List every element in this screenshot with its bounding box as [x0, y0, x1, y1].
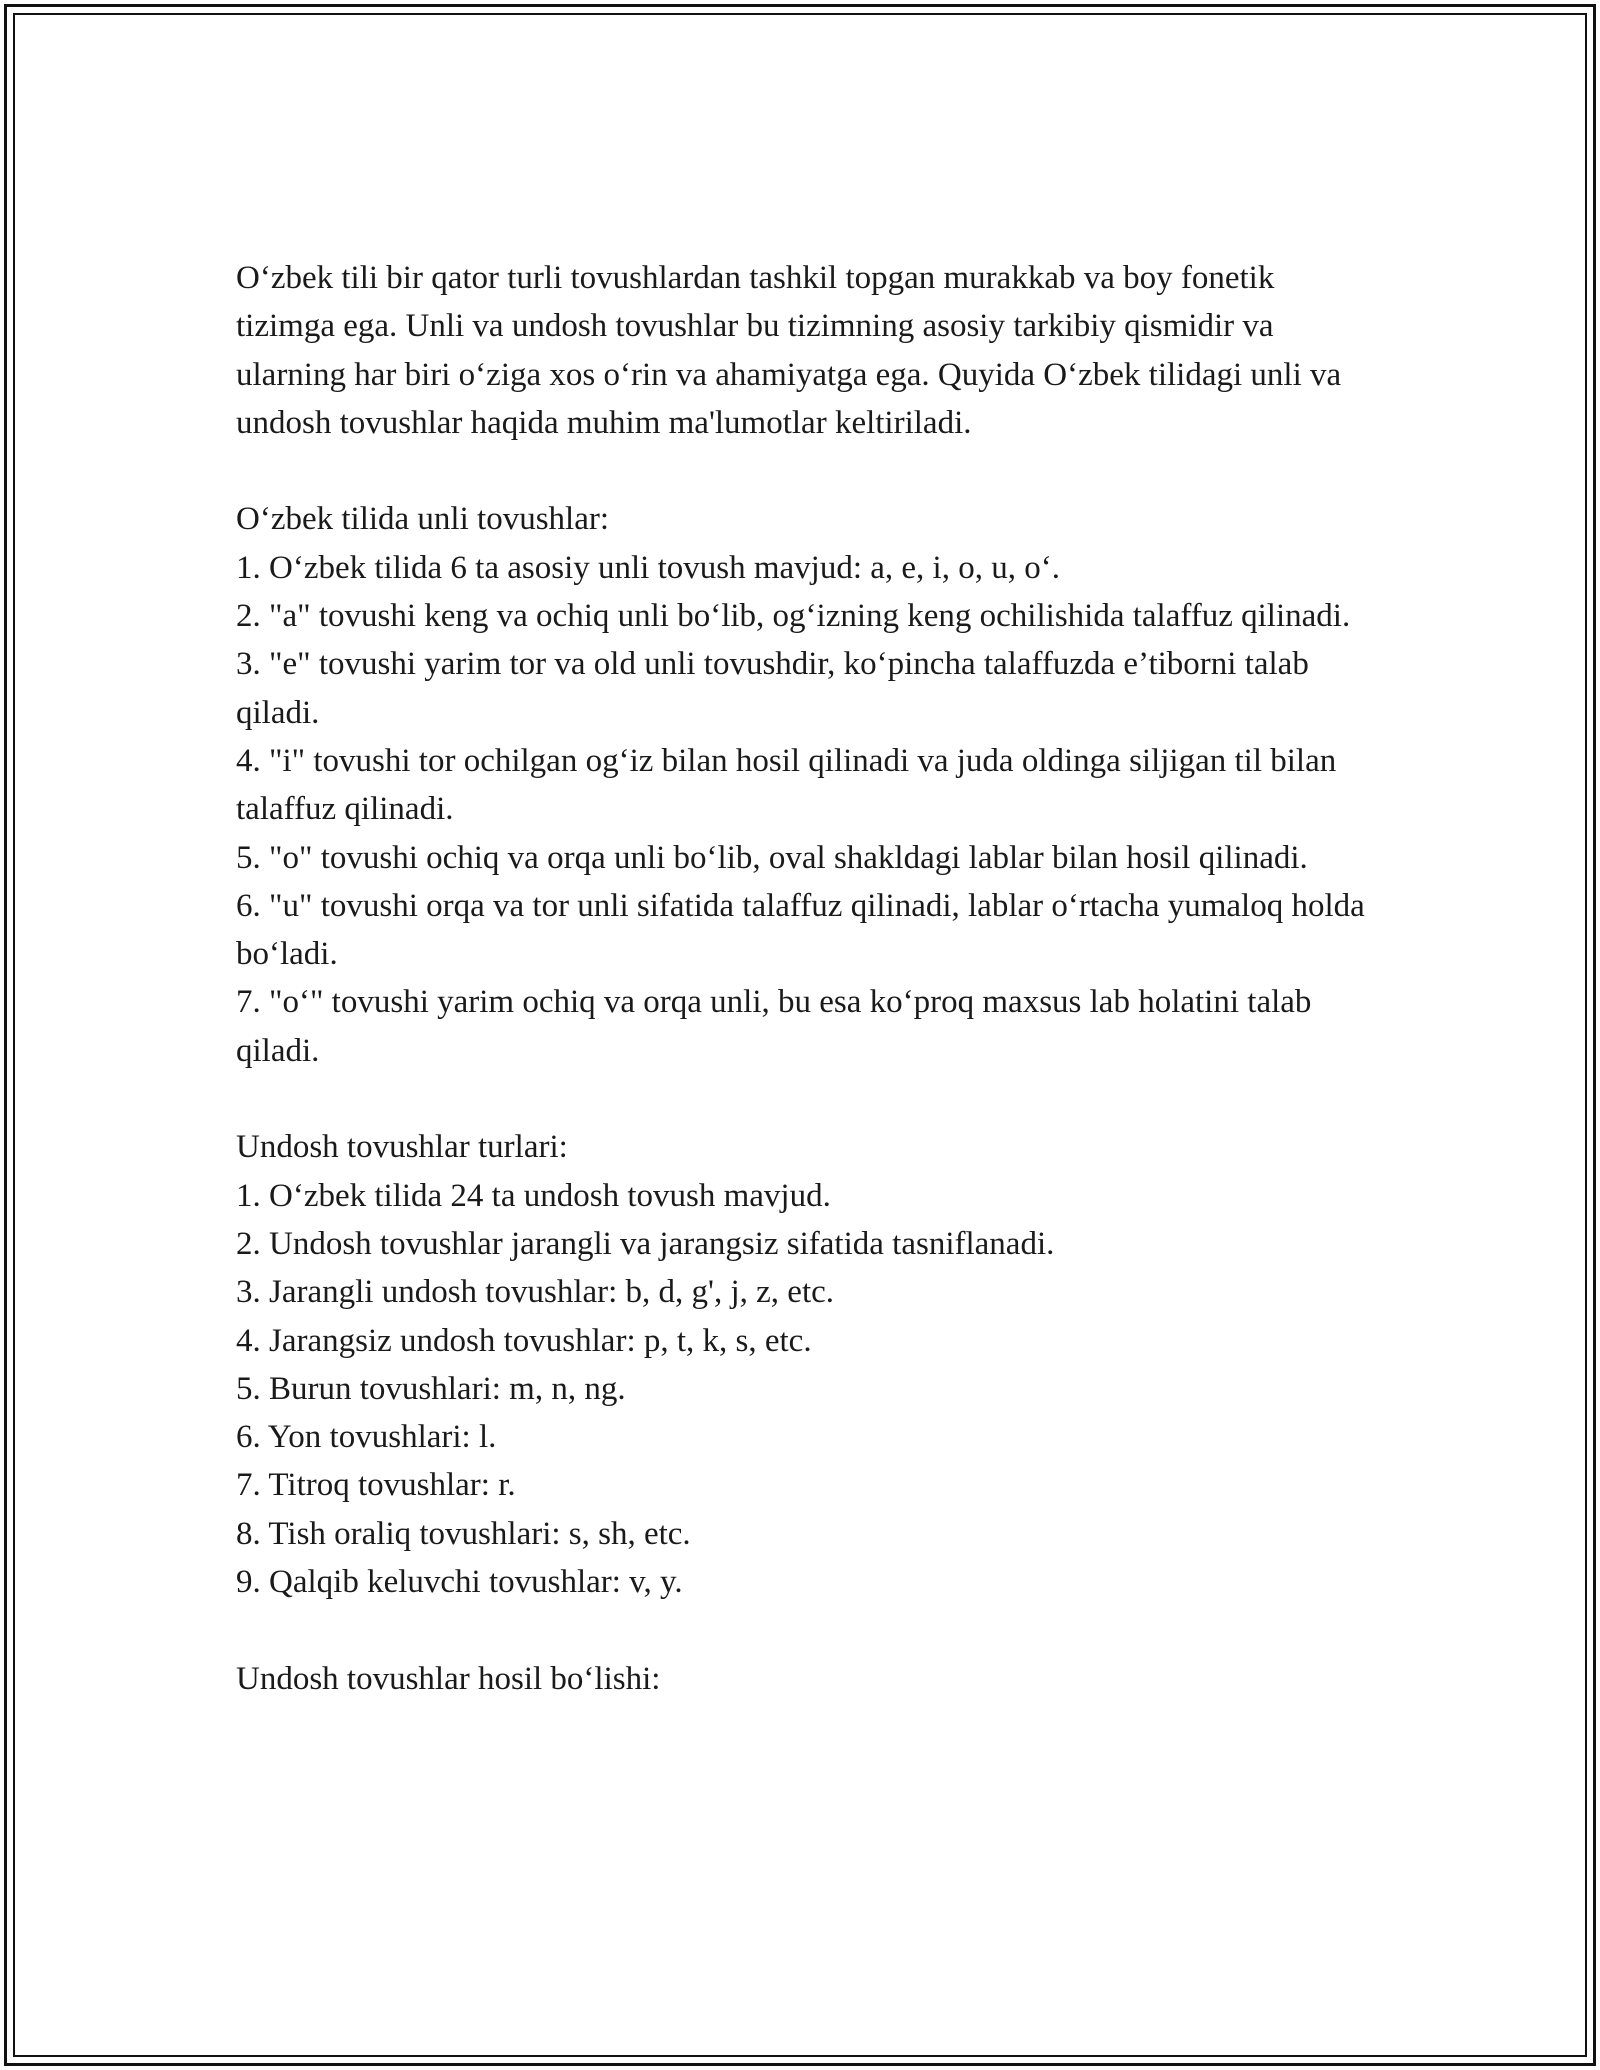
intro-paragraph: O‘zbek tili bir qator turli tovushlardan tashkil topgan murakkab va boy fonetik tizimga ega. Unli va undosh tovushlar bu tizimning asosiy tarkibiy qismidir va ularning har biri o‘ziga xos o‘rin va ahamiyatga ega. Quyida O‘zbek tilidagi unli va undosh tovushlar haqida muhim ma'lumotlar keltiriladi.: [236, 260, 1342, 441]
consonant-item-4: 4. Jarangsiz undosh tovushlar: p, t, k, s, etc.: [236, 1322, 812, 1359]
consonant-item-9: 9. Qalqib keluvchi tovushlar: v, y.: [236, 1564, 683, 1601]
vowel-item-7: 7. "o‘" tovushi yarim ochiq va orqa unli, bu esa ko‘proq maxsus lab holatini talab qiladi.: [236, 984, 1312, 1069]
paragraph-gap: [236, 447, 1366, 495]
consonants-heading: Undosh tovushlar turlari:: [236, 1129, 568, 1166]
vowel-item-5: 5. "o" tovushi ochiq va orqa unli bo‘lib, oval shakldagi lablar bilan hosil qilinadi.: [236, 839, 1308, 876]
formation-heading: Undosh tovushlar hosil bo‘lishi:: [236, 1660, 661, 1697]
consonant-item-8: 8. Tish oraliq tovushlari: s, sh, etc.: [236, 1515, 691, 1552]
consonant-item-2: 2. Undosh tovushlar jarangli va jarangsiz sifatida tasniflanadi.: [236, 1225, 1055, 1262]
consonant-item-7: 7. Titroq tovushlar: r.: [236, 1467, 516, 1504]
consonant-item-5: 5. Burun tovushlari: m, n, ng.: [236, 1370, 626, 1407]
consonant-item-3: 3. Jarangli undosh tovushlar: b, d, g', j, z, etc.: [236, 1274, 835, 1311]
document-body: [236, 254, 1366, 1703]
consonant-item-1: 1. O‘zbek tilida 24 ta undosh tovush mavjud.: [236, 1177, 831, 1214]
consonant-item-6: 6. Yon tovushlari: l.: [236, 1419, 497, 1456]
vowel-item-4: 4. "i" tovushi tor ochilgan og‘iz bilan hosil qilinadi va juda oldinga siljigan til bilan talaffuz qilinadi.: [236, 742, 1337, 828]
vowel-item-2: 2. "a" tovushi keng va ochiq unli bo‘lib, og‘izning keng ochilishida talaffuz qilinadi.: [236, 598, 1351, 635]
vowel-item-1: 1. O‘zbek tilida 6 ta asosiy unli tovush mavjud: a, e, i, o, u, o‘.: [236, 549, 1060, 586]
paragraph-gap: [236, 1075, 1366, 1123]
vowel-item-6: 6. "u" tovushi orqa va tor unli sifatida talaffuz qilinadi, lablar o‘rtacha yumaloq holda bo‘ladi.: [236, 887, 1365, 973]
paragraph-gap: [236, 1606, 1366, 1654]
vowel-item-3: 3. "e" tovushi yarim tor va old unli tovushdir, ko‘pincha talaffuzda e’tiborni talab qiladi.: [236, 646, 1309, 731]
vowels-heading: O‘zbek tilida unli tovushlar:: [236, 501, 610, 538]
